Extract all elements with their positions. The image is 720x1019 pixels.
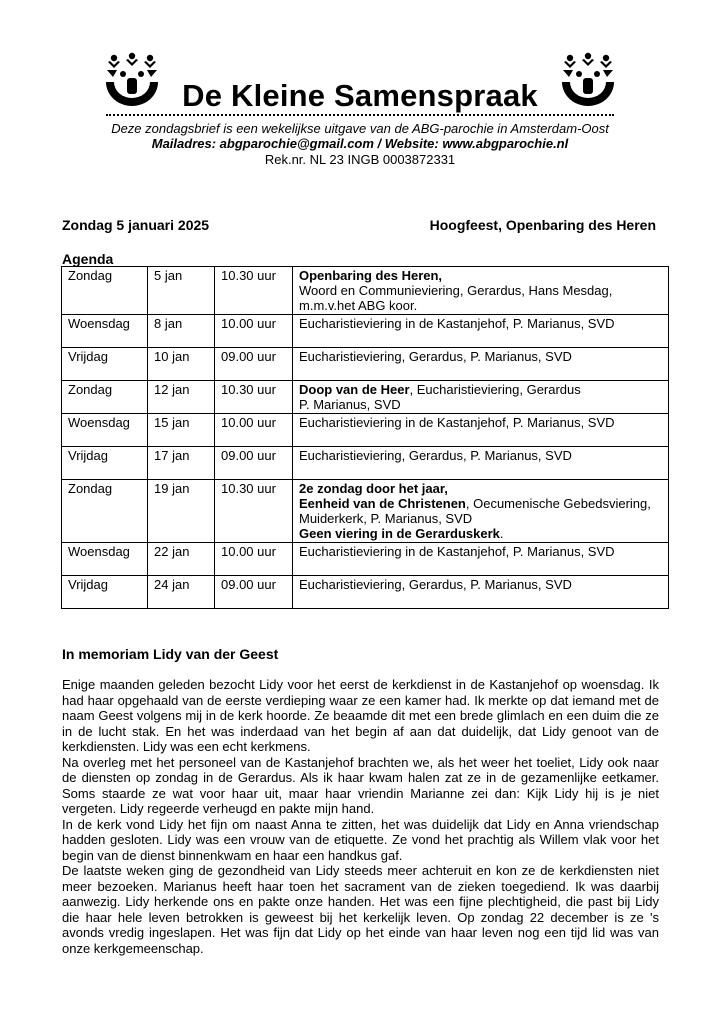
- newsletter-title: De Kleine Samenspraak: [182, 78, 538, 113]
- bank-account-line: Rek.nr. NL 23 INGB 0003872331: [264, 152, 456, 167]
- agenda-description-segment: Eucharistieviering in de Kastanjehof, P. Marianus, SVD: [299, 544, 615, 559]
- agenda-description-segment: Geen viering in de Gerarduskerk: [299, 526, 500, 541]
- agenda-description-segment: , Eucharistieviering, Gerardus: [409, 382, 581, 397]
- agenda-date: 5 jan: [148, 267, 215, 315]
- agenda-day: Vrijdag: [62, 576, 148, 609]
- agenda-description: [293, 480, 669, 543]
- agenda-date: 17 jan: [148, 447, 215, 480]
- memoriam-paragraph: Enige maanden geleden bezocht Lidy voor het eerst de kerkdienst in de Kastanjehof op woensdag. Ik had haar opgehaald van de eerste verdieping waar ze een kamer had. Ik merkte op dat iemand met de naam Geest volgens mij in de kerk hoorde. Ze beaamde dit met een brede glimlach en een duim die ze in de lucht stak. En het was inderdaad van het begin af aan dat duidelijk, dat Lidy genoot van de kerkdiensten. Lidy was een echt kerkmens.: [62, 677, 659, 754]
- agenda-description: [293, 447, 669, 480]
- agenda-description-line: [299, 481, 663, 496]
- newsletter-subtitle: Deze zondagsbrief is een wekelijkse uitgave van de ABG-parochie in Amsterdam-Oost: [111, 121, 609, 136]
- agenda-time: 09.00 uur: [215, 576, 293, 609]
- agenda-row: [62, 447, 669, 480]
- agenda-description-line: [299, 268, 663, 283]
- agenda-description-line: [299, 430, 663, 445]
- agenda-description: [293, 576, 669, 609]
- agenda-description: [293, 348, 669, 381]
- agenda-description-line: [299, 316, 663, 331]
- agenda-description-segment: P. Marianus, SVD: [299, 397, 401, 412]
- agenda-description: [293, 543, 669, 576]
- agenda-table: [61, 266, 669, 609]
- agenda-row: [62, 381, 669, 414]
- agenda-date: 12 jan: [148, 381, 215, 414]
- agenda-time: 09.00 uur: [215, 348, 293, 381]
- agenda-row: [62, 348, 669, 381]
- agenda-description-segment: Eucharistieviering, Gerardus, P. Marianus, SVD: [299, 349, 572, 364]
- agenda-date: 8 jan: [148, 315, 215, 348]
- memoriam-paragraph: In de kerk vond Lidy het fijn om naast Anna te zitten, het was duidelijk dat Lidy en Anna vriendschap hadden gesloten. Lidy was een vrouw van de etiquette. Ze vond het prachtig als Willem vlak voor het begin van de dienst binnenkwam en haar een handkus gaf.: [62, 816, 659, 863]
- memoriam-text: [62, 677, 659, 956]
- agenda-description-segment: Eucharistieviering, Gerardus, P. Marianus, SVD: [299, 448, 572, 463]
- agenda-description-segment: Doop van de Heer: [299, 382, 410, 397]
- agenda-description-segment: .: [499, 526, 504, 541]
- abg-parish-logo-right-icon: [560, 50, 616, 110]
- agenda-date: 10 jan: [148, 348, 215, 381]
- memoriam-paragraph: Na overleg met het personeel van de Kastanjehof brachten we, als het weer het toeliet, Lidy ook naar de diensten op zondag in de Gerardus. Als ik haar kwam halen zat ze in de gezamenlijke eetkamer. Soms staarde ze wat voor haar uit, maar haar vriendin Marianne zei dan: Kijk Lidy hij is je niet vergeten. Lidy regeerde verheugd en pakte mijn hand.: [62, 754, 659, 816]
- agenda-description: [293, 315, 669, 348]
- agenda-row: [62, 576, 669, 609]
- agenda-row: [62, 267, 669, 315]
- agenda-day: Zondag: [62, 480, 148, 543]
- agenda-time: 09.00 uur: [215, 447, 293, 480]
- agenda-description-line: [299, 364, 663, 379]
- agenda-description-line: [299, 298, 663, 313]
- agenda-description: [293, 414, 669, 447]
- agenda-description-line: [299, 511, 663, 526]
- agenda-description-line: [299, 331, 663, 346]
- masthead: [104, 50, 616, 116]
- agenda-date: 15 jan: [148, 414, 215, 447]
- agenda-description: [293, 381, 669, 414]
- agenda-description-segment: , Oecumenische Gebedsviering,: [465, 496, 651, 511]
- agenda-date: 22 jan: [148, 543, 215, 576]
- abg-parish-logo-left-icon: [104, 50, 160, 110]
- agenda-description-segment: Openbaring des Heren,: [299, 268, 443, 283]
- agenda-description-line: [299, 349, 663, 364]
- agenda-description-segment: Muiderkerk, P. Marianus, SVD: [299, 511, 473, 526]
- agenda-description: [293, 267, 669, 315]
- agenda-description-line: [299, 526, 663, 541]
- agenda-day: Vrijdag: [62, 447, 148, 480]
- agenda-day: Vrijdag: [62, 348, 148, 381]
- agenda-heading: Agenda: [62, 251, 114, 267]
- agenda-description-line: [299, 463, 663, 478]
- agenda-time: 10.00 uur: [215, 543, 293, 576]
- agenda-row: [62, 414, 669, 447]
- agenda-row: [62, 315, 669, 348]
- agenda-day: Zondag: [62, 381, 148, 414]
- agenda-table-body: [62, 267, 669, 609]
- agenda-time: 10.30 uur: [215, 480, 293, 543]
- memoriam-paragraph: De laatste weken ging de gezondheid van Lidy steeds meer achteruit en kon ze de kerkdiensten niet meer bezoeken. Marianus heeft haar toen het sacrament van de zieken toegediend. Ik was daarbij aanwezig. Lidy herkende ons en pakte onze handen. Het was een fijne plechtigheid, die past bij Lidy die haar hele leven betrokken is geweest bij het kerkelijk leven. Op zondag 22 december is ze 's avonds vredig ingeslapen. Het was fijn dat Lidy op het einde van haar leven nog een tijd lid was van onze kerkgemeenschap.: [62, 863, 659, 956]
- agenda-description-segment: 2e zondag door het jaar,: [299, 481, 448, 496]
- agenda-description-segment: m.m.v.het ABG koor.: [299, 298, 418, 313]
- issue-date: Zondag 5 januari 2025: [62, 217, 210, 233]
- agenda-description-segment: Eucharistieviering, Gerardus, P. Marianus, SVD: [299, 577, 572, 592]
- agenda-day: Woensdag: [62, 543, 148, 576]
- feast-name: Hoogfeest, Openbaring des Heren: [429, 217, 656, 233]
- memoriam-heading: In memoriam Lidy van der Geest: [62, 646, 279, 662]
- agenda-row: [62, 543, 669, 576]
- agenda-description-line: [299, 382, 663, 397]
- agenda-description-line: [299, 397, 663, 412]
- contact-line: Mailadres: abgparochie@gmail.com / Website: www.abgparochie.nl: [151, 136, 569, 151]
- agenda-description-line: [299, 496, 663, 511]
- agenda-day: Woensdag: [62, 414, 148, 447]
- agenda-day: Zondag: [62, 267, 148, 315]
- agenda-time: 10.30 uur: [215, 381, 293, 414]
- agenda-day: Woensdag: [62, 315, 148, 348]
- agenda-description-segment: Woord en Communieviering, Gerardus, Hans Mesdag,: [299, 283, 613, 298]
- agenda-date: 24 jan: [148, 576, 215, 609]
- agenda-description-line: [299, 448, 663, 463]
- agenda-time: 10.00 uur: [215, 414, 293, 447]
- agenda-date: 19 jan: [148, 480, 215, 543]
- agenda-time: 10.30 uur: [215, 267, 293, 315]
- agenda-time: 10.00 uur: [215, 315, 293, 348]
- agenda-description-line: [299, 559, 663, 574]
- agenda-description-line: [299, 415, 663, 430]
- agenda-description-segment: Eenheid van de Christenen: [299, 496, 466, 511]
- masthead-divider: [106, 114, 614, 116]
- agenda-description-line: [299, 544, 663, 559]
- agenda-description-line: [299, 592, 663, 607]
- agenda-description-line: [299, 283, 663, 298]
- agenda-description-line: [299, 577, 663, 592]
- agenda-description-segment: Eucharistieviering in de Kastanjehof, P. Marianus, SVD: [299, 316, 615, 331]
- agenda-row: [62, 480, 669, 543]
- agenda-description-segment: Eucharistieviering in de Kastanjehof, P. Marianus, SVD: [299, 415, 615, 430]
